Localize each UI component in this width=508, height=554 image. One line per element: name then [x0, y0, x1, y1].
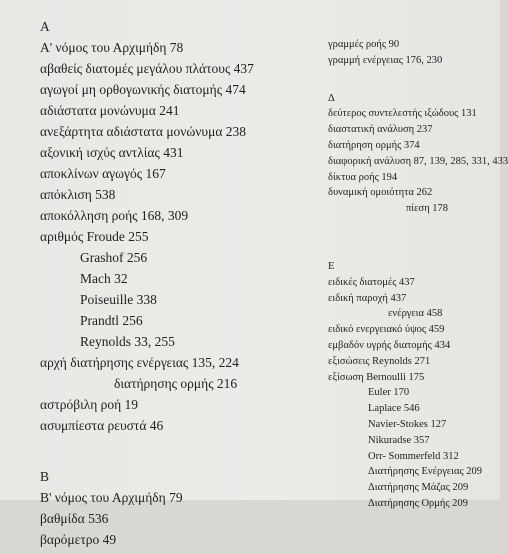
- index-sub-entry: Prandtl 256: [80, 313, 143, 328]
- index-entry: δίκτυα ροής 194: [328, 171, 398, 183]
- index-entry: ειδικές διατομές 437: [328, 276, 415, 288]
- index-entry: ειδική παροχή 437: [328, 292, 407, 304]
- index-entry: αξονική ισχύς αντλίας 431: [40, 145, 184, 160]
- index-entry: δυναμική ομοιότητα 262: [328, 187, 433, 199]
- section-letter-a: A: [40, 19, 50, 34]
- index-entry: δεύτερος συντελεστής ιξώδους 131: [328, 108, 477, 120]
- section-gap: [40, 440, 310, 470]
- index-entry: αγωγοί μη ορθογωνικής διατομής 474: [40, 82, 246, 97]
- index-entry: διατήρηση ορμής 374: [328, 139, 420, 151]
- index-entry: εμβαδόν υγρής διατομής 434: [328, 339, 451, 351]
- section-letter-e: Ε: [328, 260, 335, 272]
- index-sub-entry: Διατήρησης Ενέργειας 209: [368, 466, 482, 478]
- index-sub-entry: Orr- Sommerfeld 312: [368, 450, 459, 462]
- index-entry: απόκλιση 538: [40, 187, 116, 202]
- index-sub-entry: Euler 170: [368, 387, 410, 399]
- index-entry: αρχή διατήρησης ενέργειας 135, 224: [40, 355, 239, 370]
- section-letter-d: Δ: [328, 92, 335, 104]
- index-entry: γραμμές ροής 90: [328, 39, 400, 50]
- section-gap: [328, 72, 498, 94]
- index-entry: διαφορική ανάλυση 87, 139, 285, 331, 433: [328, 155, 508, 167]
- index-entry: αδιάστατα μονώνυμα 241: [40, 103, 180, 118]
- index-entry: εξίσωση Bernoulli 175: [328, 371, 425, 383]
- index-entry: αποκόλληση ροής 168, 309: [40, 208, 189, 223]
- index-sub-entry: Grashof 256: [80, 250, 148, 265]
- index-sub-entry: Διατήρησης Ορμής 209: [368, 497, 468, 509]
- index-sub-entry: ενέργεια 458: [388, 308, 443, 320]
- index-entry: εξισώσεις Reynolds 271: [328, 355, 431, 367]
- index-right-column: [328, 39, 508, 515]
- index-entry: αποκλίνων αγωγός 167: [40, 166, 166, 181]
- index-left-column: [40, 20, 310, 554]
- index-sub-entry: Poiseuille 338: [80, 292, 157, 307]
- index-sub-entry: Nikuradse 357: [368, 434, 430, 446]
- index-sub-entry: Reynolds 33, 255: [80, 334, 175, 349]
- section-letter-b: Β: [40, 469, 50, 484]
- section-gap: [328, 220, 498, 262]
- index-entry: αβαθείς διατομές μεγάλου πλάτους 437: [40, 61, 254, 76]
- index-entry: γραμμή ενέργειας 176, 230: [328, 54, 443, 66]
- index-entry: βαθμίδα 536: [40, 511, 109, 526]
- index-entry: Β' νόμος του Αρχιμήδη 79: [40, 490, 183, 505]
- index-entry: ασυμπίεστα ρευστά 46: [40, 418, 164, 433]
- index-sub-entry: Mach 32: [80, 271, 128, 286]
- index-sub-entry: διατήρησης ορμής 216: [114, 376, 238, 391]
- index-sub-entry: Laplace 546: [368, 403, 420, 415]
- index-entry: βαρόμετρο 49: [40, 532, 117, 547]
- index-entry: αστρόβιλη ροή 19: [40, 397, 139, 412]
- index-sub-entry: Navier-Stokes 127: [368, 418, 447, 430]
- index-entry: ανεξάρτητα αδιάστατα μονώνυμα 238: [40, 124, 247, 139]
- index-entry: ειδικό ενεργειακό ύψος 459: [328, 324, 445, 336]
- index-sub-entry: Διατήρησης Μάζας 209: [368, 482, 469, 494]
- index-entry: αριθμός Froude 255: [40, 229, 149, 244]
- index-entry: διαστατική ανάλυση 237: [328, 124, 433, 136]
- index-entry: Α' νόμος του Αρχιμήδη 78: [40, 40, 184, 55]
- index-sub-entry: πίεση 178: [406, 203, 449, 215]
